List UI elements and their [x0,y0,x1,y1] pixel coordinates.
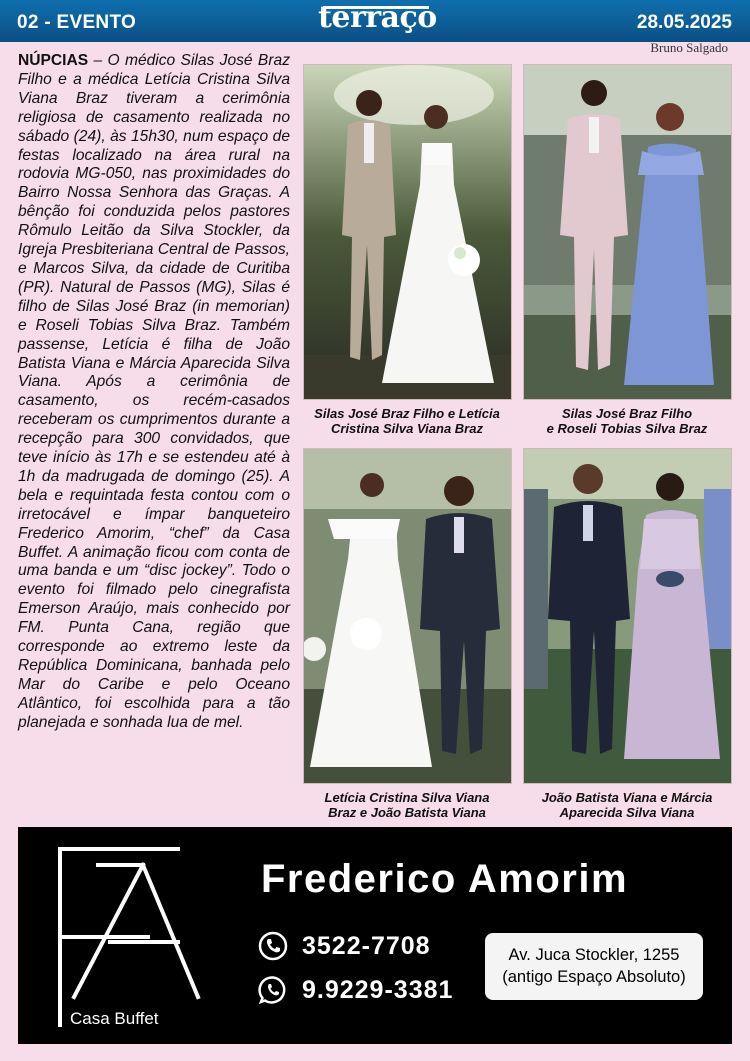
photo-bride-parents [523,448,732,784]
phone-icon [258,931,288,961]
address-box [485,933,703,1000]
casa-buffet-logo [48,837,248,1027]
photo-groom-mother [523,64,732,400]
logo-subtitle: Casa Buffet [70,1009,159,1028]
article-text [18,52,290,733]
photo-bride-father [303,448,512,784]
caption-1: Silas José Braz Filho e Letícia Cristina Silva Viana Braz [314,406,500,436]
page-header [0,0,750,42]
whatsapp-number: 9.9229-3381 [302,975,454,1004]
whatsapp-line[interactable] [258,975,453,1005]
phone-line[interactable] [258,931,431,961]
article-body: – O médico Silas José Braz Filho e a médica Letícia Cristina Silva Viana Braz tiveram a cerimônia religiosa de casamento realizada no sábado (24), às 15h30, num espaço de festas localizado na área rural na rodovia MG-050, nas proximidades do Bairro Nossa Senhora das Graças. A bênção foi conduzida pelos pastores Rômulo Leitão da Silva Stockler, da Igreja Presbiteriana Central de Passos, e Marcos Silva, da cidade de Curitiba (PR). Natural de Passos (MG), Silas é filho de Silas José Braz (in memorian) e Roseli Tobias Silva Braz. Também passense, Letícia é filha de João Batista Viana e Márcia Aparecida Silva Viana. Após a cerimônia de casamento, os recém-casados receberam os cumprimentos durante a recepção para 300 convidados, que teve início às 17h e se estendeu até à 1h da madrugada de domingo (25). A bela e requintada festa contou com o irretocável e ímpar banqueteiro Frederico Amorim, “chef” da Casa Buffet. A animação ficou com conta de uma banda e um “disc jockey”. Todo o evento foi filmado pelo cinegrafista Emerson Araújo, mais conhecido por FM. Punta Cana, região que corresponde ao extremo leste da República Dominicana, banhada pelo Mar do Caribe e pelo Oceano Atlântico, foi escolhida para a tão planejada e sonhada lua de mel. [18,52,290,731]
photo-credit: Bruno Salgado [650,40,728,55]
section-label: 02 - EVENTO [17,12,137,33]
advertiser-name: Frederico Amorim [261,857,629,901]
photo-couple [303,64,512,400]
address-note: (antigo Espaço Absoluto) [502,968,686,986]
caption-3: Letícia Cristina Silva Viana Braz e João Batista Viana [324,790,490,820]
article-kicker: NÚPCIAS [18,52,89,69]
advertisement [18,827,732,1044]
caption-2: Silas José Braz Filho e Roseli Tobias Silva Braz [546,406,708,436]
newspaper-logo: terraço [318,0,437,35]
caption-4: João Batista Viana e Márcia Aparecida Silva Viana [541,790,713,820]
phone-number: 3522-7708 [302,931,431,960]
whatsapp-icon [258,975,288,1005]
address-street: Av. Juca Stockler, 1255 [508,946,680,964]
issue-date: 28.05.2025 [636,12,732,33]
